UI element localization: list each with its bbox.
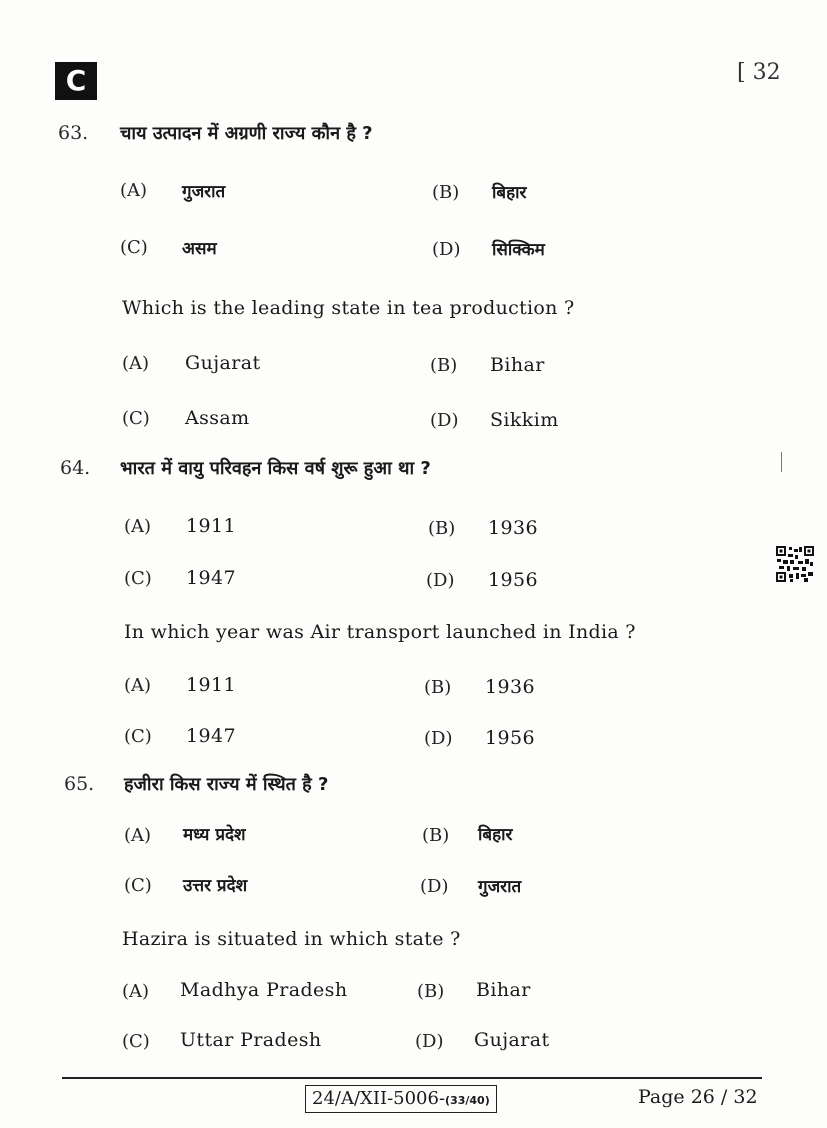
option-text: 1947 — [186, 567, 236, 589]
question-number: 64. — [60, 457, 91, 479]
option-label: (D) — [432, 239, 461, 260]
option-label: (A) — [124, 825, 152, 846]
option-label: (A) — [124, 675, 152, 696]
section-badge: C — [55, 62, 97, 100]
option-label: (D) — [424, 728, 453, 749]
option-text-hindi: सिक्किम — [492, 240, 545, 260]
option-label: (D) — [420, 876, 449, 897]
option-text-hindi: असम — [182, 239, 217, 259]
option-text-english: Sikkim — [490, 409, 559, 431]
option-text-english: Uttar Pradesh — [180, 1029, 322, 1051]
option-label: (B) — [424, 677, 452, 698]
question-text-english: Hazira is situated in which state ? — [122, 928, 461, 950]
option-label: (C) — [120, 237, 148, 258]
question-number: 65. — [64, 773, 95, 795]
option-text: 1956 — [488, 569, 538, 591]
option-text: 1936 — [488, 517, 538, 539]
option-label: (B) — [417, 981, 445, 1002]
qr-code-icon — [776, 546, 814, 582]
paper-code-box — [305, 1085, 497, 1113]
question-text-hindi: चाय उत्पादन में अग्रणी राज्य कौन है ? — [120, 123, 373, 144]
question-text-hindi: हजीरा किस राज्य में स्थित है ? — [124, 774, 329, 795]
option-text-english: 1947 — [186, 725, 236, 747]
option-text-english: 1956 — [485, 727, 535, 749]
option-label: (D) — [426, 570, 455, 591]
option-label: (A) — [122, 981, 150, 1002]
option-text-english: Gujarat — [474, 1029, 550, 1051]
option-text-english: Bihar — [476, 979, 531, 1001]
option-label: (A) — [120, 180, 148, 201]
option-text-hindi: बिहार — [492, 183, 527, 203]
page-footer: Page 26 / 32 — [638, 1086, 758, 1108]
question-text-english: In which year was Air transport launched in India ? — [124, 621, 636, 643]
question-text-english: Which is the leading state in tea production ? — [122, 297, 575, 319]
page-number-top: [ 32 — [737, 60, 781, 85]
option-label: (C) — [124, 875, 152, 896]
option-text-hindi: गुजरात — [478, 877, 522, 897]
option-label: (C) — [124, 568, 152, 589]
footer-rule — [62, 1077, 762, 1079]
question-text-hindi: भारत में वायु परिवहन किस वर्ष शुरू हुआ था ? — [120, 458, 431, 479]
question-number: 63. — [58, 122, 89, 144]
option-text-english: 1911 — [186, 674, 236, 696]
paper-code: 24/A/XII-5006- — [312, 1088, 446, 1109]
option-text-hindi: उत्तर प्रदेश — [183, 876, 248, 896]
option-label: (C) — [122, 408, 150, 429]
option-text: 1911 — [186, 515, 236, 537]
margin-mark — [781, 452, 782, 472]
option-label: (B) — [428, 518, 456, 539]
option-text-english: Gujarat — [185, 352, 261, 374]
option-label: (B) — [432, 182, 460, 203]
option-text-hindi: बिहार — [478, 825, 513, 845]
option-text-english: Bihar — [490, 354, 545, 376]
option-text-hindi: गुजरात — [182, 182, 226, 202]
option-label: (A) — [124, 516, 152, 537]
option-text-hindi: मध्य प्रदेश — [183, 825, 246, 845]
option-label: (C) — [124, 726, 152, 747]
option-label: (B) — [430, 355, 458, 376]
option-text-english: 1936 — [485, 676, 535, 698]
option-label: (C) — [122, 1031, 150, 1052]
paper-code-suffix: (33/40) — [445, 1094, 490, 1107]
option-label: (B) — [422, 825, 450, 846]
option-label: (A) — [122, 353, 150, 374]
option-text-english: Madhya Pradesh — [180, 979, 348, 1001]
option-text-english: Assam — [185, 407, 250, 429]
option-label: (D) — [430, 410, 459, 431]
option-label: (D) — [415, 1031, 444, 1052]
